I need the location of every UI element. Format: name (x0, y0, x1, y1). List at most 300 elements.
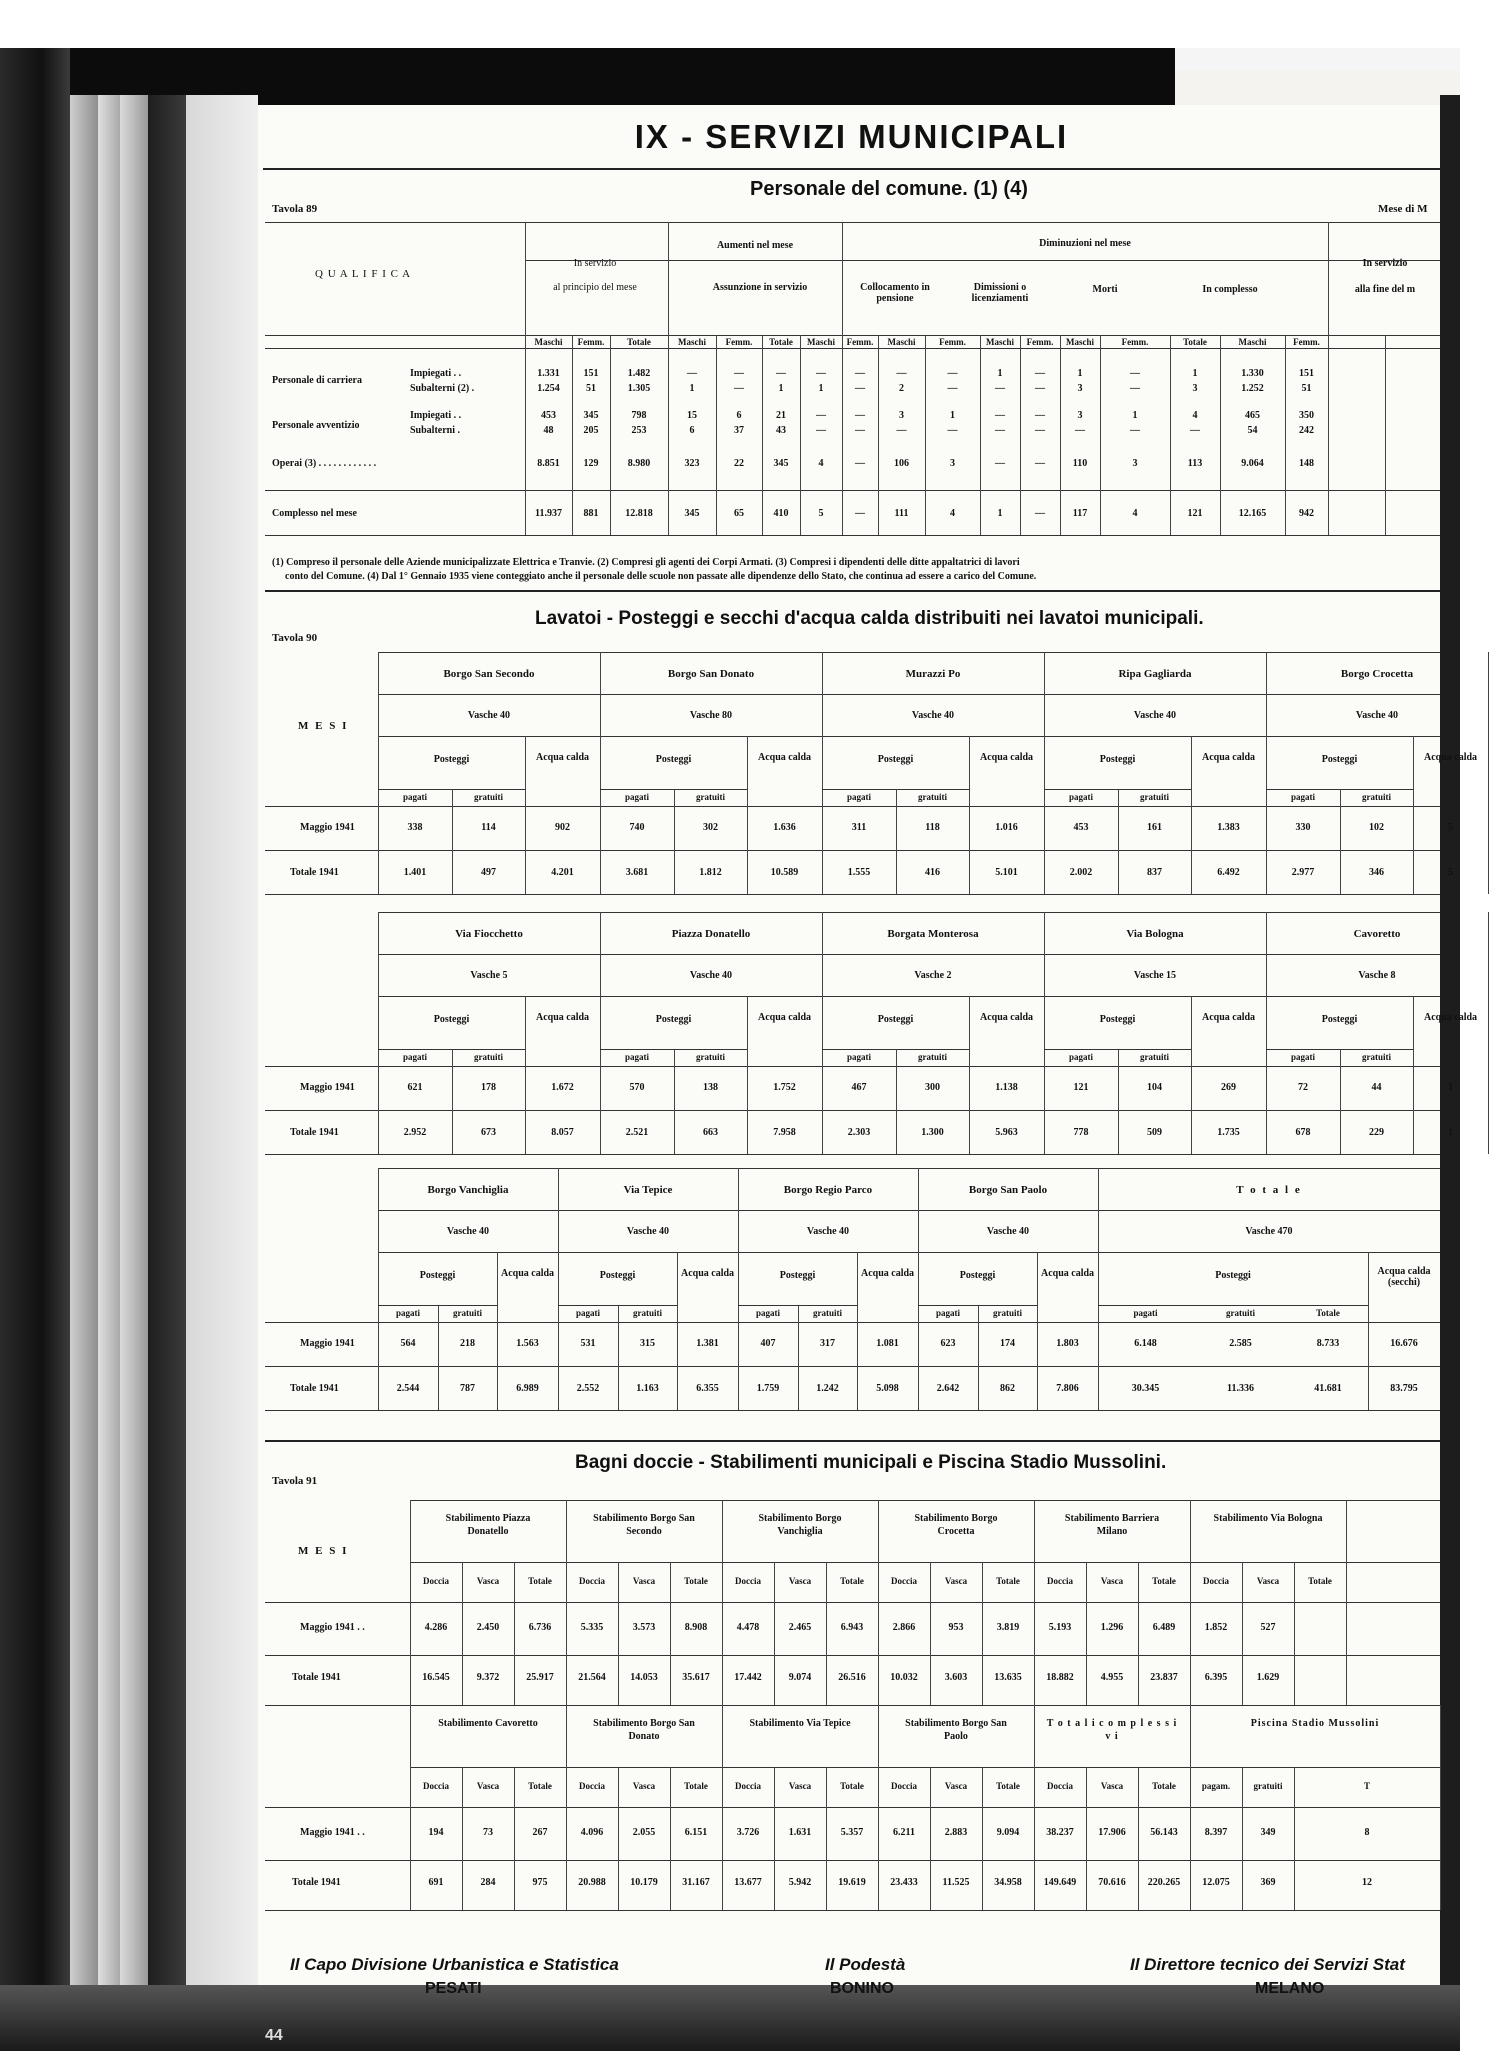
grid-line (265, 1807, 1440, 1808)
row-label: Totale 1941 (292, 1877, 341, 1888)
table-cell: — (1130, 368, 1140, 379)
grid-line (1385, 335, 1386, 535)
row-label: Maggio 1941 . . (300, 1622, 365, 1633)
acqua-header: Acqua calda (500, 1268, 555, 1279)
table-cell: 330 (1295, 822, 1311, 833)
acqua-header: Acqua calda (1201, 1012, 1256, 1023)
table-cell: 1.300 (921, 1127, 944, 1138)
signature-role: Il Podestà (825, 1955, 906, 1974)
acqua-header: Acqua calda (1040, 1268, 1095, 1279)
table-cell: 3 (1077, 383, 1083, 394)
gratuiti-header: gratuiti (1140, 1052, 1169, 1062)
lavatoio-name: Via Tepice (623, 1184, 673, 1196)
table-cell: 73 (483, 1827, 493, 1838)
pagati-header: pagati (1068, 792, 1093, 802)
table-cell: — (995, 458, 1005, 469)
stabilimento-name: Stabilimento Borgo San Secondo (593, 1513, 695, 1537)
table-cell: 1 (1448, 1082, 1453, 1093)
grid-line (378, 1168, 1440, 1169)
lavatoio-name: Borgo Regio Parco (783, 1184, 873, 1196)
table-cell: 10.179 (630, 1877, 658, 1888)
table-cell: — (855, 368, 865, 379)
table-cell: 5.193 (1048, 1622, 1072, 1633)
table-cell: 787 (460, 1383, 475, 1394)
page-number: 44 (265, 2027, 283, 2044)
table-cell: 6.736 (528, 1622, 552, 1633)
table-cell: 104 (1147, 1082, 1162, 1093)
acqua-header: Acqua calda (979, 752, 1034, 763)
table-cell: 531 (580, 1338, 596, 1349)
posteggi-header: Posteggi (959, 1270, 996, 1281)
table-cell: 1.296 (1100, 1622, 1124, 1633)
table-cell: 975 (532, 1877, 548, 1888)
table-cell: 1 (818, 383, 824, 394)
grid-line (1340, 1049, 1341, 1154)
table-cell: 345 (583, 410, 599, 421)
table-cell: 1.629 (1256, 1672, 1280, 1683)
table-cell: 17.906 (1098, 1827, 1126, 1838)
table-cell: 1.330 (1241, 368, 1264, 379)
table-cell: 44 (1371, 1082, 1382, 1093)
table-cell: 302 (703, 822, 718, 833)
table-cell: 72 (1298, 1082, 1308, 1093)
grid-line (265, 1910, 1440, 1911)
column-subheader: Totale (528, 1576, 552, 1586)
table-cell: 5 (818, 508, 824, 519)
table-cell: 48 (543, 425, 554, 436)
bottom-dark-margin (0, 1985, 1460, 2051)
table-cell: 315 (640, 1338, 655, 1349)
grid-line (265, 806, 1440, 807)
pagati-header: pagati (1290, 1052, 1315, 1062)
lavatoio-name: Borgo Vanchiglia (427, 1184, 509, 1196)
totale-header: T o t a l e (1236, 1184, 1302, 1196)
column-subheader: Maschi (807, 337, 835, 347)
column-subheader: Doccia (735, 1576, 761, 1586)
table-cell: 1 (1132, 410, 1138, 421)
table-cell: 1 (1077, 368, 1083, 379)
stabilimento-name: Stabilimento Via Bologna (1213, 1513, 1323, 1524)
table-cell: 229 (1369, 1127, 1384, 1138)
row-label: Totale 1941 (290, 867, 339, 878)
acqua-header: Acqua calda (979, 1012, 1034, 1023)
table-cell: 1.803 (1056, 1338, 1079, 1349)
table-cell: — (734, 368, 744, 379)
table-cell: 3 (950, 458, 955, 469)
acqua-header: Acqua calda (1423, 1012, 1478, 1023)
table-cell: 161 (1147, 822, 1162, 833)
table-cell: — (947, 368, 958, 379)
vasche-count: Vasche 2 (914, 970, 952, 981)
row-label: Impiegati . . (410, 410, 462, 421)
table-cell: 1.852 (1204, 1622, 1228, 1633)
table-cell: 12.818 (625, 508, 653, 519)
table-cell: 1.555 (847, 867, 871, 878)
grid-line (896, 789, 897, 894)
table-cell: 6.489 (1152, 1622, 1176, 1633)
table-cell: 4.201 (551, 867, 574, 878)
table-cell: 349 (1260, 1827, 1276, 1838)
section-title: Personale del comune. (1) (4) (750, 178, 1028, 200)
table-cell: 5 (1448, 822, 1453, 833)
table-cell: 2.303 (847, 1127, 871, 1138)
table-cell: 12.165 (1238, 508, 1267, 519)
row-label: Totale 1941 (290, 1127, 339, 1138)
grid-line (1266, 652, 1267, 894)
table-cell: 3.603 (944, 1672, 968, 1683)
table-cell: — (1075, 425, 1085, 436)
posteggi-header: Posteggi (655, 1014, 692, 1025)
table-cell: 1 (950, 410, 955, 421)
pagati-header: pagati (1068, 1052, 1093, 1062)
table-cell: 4.478 (736, 1622, 760, 1633)
pagati-header: pagati (624, 1052, 649, 1062)
posteggi-header: Posteggi (433, 1014, 470, 1025)
gratuiti-header: gratuiti (1362, 1052, 1391, 1062)
row-label: Subalterni (2) . (410, 383, 475, 394)
table-cell: 37 (734, 425, 744, 436)
table-cell: 1.735 (1217, 1127, 1240, 1138)
table-cell: 2.055 (632, 1827, 656, 1838)
page-stack (148, 95, 186, 2051)
grid-line (896, 1049, 897, 1154)
table-cell: 194 (428, 1827, 444, 1838)
table-cell: 678 (1295, 1127, 1311, 1138)
table-cell: 2.544 (396, 1383, 420, 1394)
table-cell: 4.286 (424, 1622, 448, 1633)
table-cell: 18.882 (1046, 1672, 1074, 1683)
table-cell: 102 (1369, 822, 1384, 833)
table-cell: 113 (1187, 458, 1203, 469)
table-cell: 5.335 (580, 1622, 604, 1633)
table-cell: 465 (1245, 410, 1260, 421)
table-cell: 1.138 (995, 1082, 1018, 1093)
gratuiti-header: gratuiti (993, 1308, 1022, 1318)
table-cell: — (734, 383, 744, 394)
table-cell: 1 (1192, 368, 1198, 379)
column-subheader: Doccia (891, 1781, 917, 1791)
table-cell: 3 (1077, 410, 1083, 421)
column-subheader: Maschi (534, 337, 563, 347)
table-cell: — (995, 383, 1005, 394)
grid-line (618, 1305, 619, 1410)
grid-line (410, 1562, 1440, 1563)
column-subheader: Totale (627, 337, 651, 347)
qualifica-header: Q U A L I F I C A (315, 268, 412, 280)
table-cell: 6.148 (1134, 1338, 1157, 1349)
table-cell: 1 (1448, 1127, 1453, 1138)
row-label: Totale 1941 (292, 1672, 341, 1683)
table-cell: 41.681 (1314, 1383, 1342, 1394)
posteggi-header: Posteggi (1099, 754, 1136, 765)
lavatoio-name: Borgata Monterosa (887, 928, 979, 940)
table-cell: — (1035, 368, 1045, 379)
grid-line (1340, 789, 1341, 894)
pagati-header: pagati (395, 1308, 420, 1318)
pagati-header: pagati (755, 1308, 780, 1318)
table-cell: 2.866 (892, 1622, 916, 1633)
table-cell: — (1190, 425, 1200, 436)
gratuiti-header: gratuiti (696, 1052, 725, 1062)
table-cell: 111 (894, 508, 909, 519)
table-cell: 9.074 (788, 1672, 812, 1683)
table-cell: 350 (1299, 410, 1314, 421)
table-cell: 19.619 (838, 1877, 866, 1888)
group-label: Personale avventizio (272, 420, 360, 431)
grid-line (265, 1366, 1440, 1367)
table-cell: 23.433 (890, 1877, 918, 1888)
table-cell: 269 (1221, 1082, 1236, 1093)
table-cell: 740 (629, 822, 645, 833)
table-cell: 1.759 (756, 1383, 780, 1394)
vasche-count: Vasche 15 (1133, 970, 1177, 981)
posteggi-header: Posteggi (419, 1270, 456, 1281)
table-cell: 11.937 (535, 508, 562, 519)
grid-line (1440, 1705, 1441, 1910)
page-title: IX - SERVIZI MUNICIPALI (634, 118, 1069, 155)
table-cell: 5.098 (876, 1383, 899, 1394)
table-cell: 317 (820, 1338, 835, 1349)
pagati-header: pagati (846, 1052, 871, 1062)
column-subheader: Femm. (1026, 337, 1054, 347)
table-cell: 8.057 (551, 1127, 574, 1138)
table-cell: 34.958 (994, 1877, 1022, 1888)
vasche-count: Vasche 40 (467, 710, 511, 721)
table-cell: 148 (1299, 458, 1314, 469)
table-cell: 129 (583, 458, 599, 469)
table-cell: 56.143 (1150, 1827, 1178, 1838)
stabilimento-name: T o t a l i c o m p l e s s i v i (1046, 1718, 1178, 1742)
table-cell: — (896, 425, 907, 436)
table-cell: 862 (1000, 1383, 1015, 1394)
acqua-header: Acqua calda (1201, 752, 1256, 763)
column-subheader: Femm. (1121, 337, 1149, 347)
table-cell: 1.482 (627, 368, 651, 379)
column-subheader: T (1363, 1781, 1370, 1791)
column-subheader: Doccia (579, 1781, 605, 1791)
grid-line (378, 736, 1440, 737)
pagati-header: pagati (624, 792, 649, 802)
lavatoio-name: Via Fiocchetto (455, 928, 523, 940)
signature-name: MELANO (1255, 1980, 1325, 1997)
gratuiti-header: gratuiti (1140, 792, 1169, 802)
vasche-count: Vasche 40 (1133, 710, 1177, 721)
table-cell: 51 (1301, 383, 1312, 394)
gratuiti-header: gratuiti (813, 1308, 842, 1318)
top-margin (0, 0, 1460, 48)
gratuiti-header: gratuiti (474, 1052, 503, 1062)
table-cell: 3.681 (625, 867, 649, 878)
column-subheader: Vasca (1256, 1576, 1280, 1586)
table-cell: 70.616 (1098, 1877, 1126, 1888)
acqua-header: Acqua calda (535, 1012, 590, 1023)
table-cell: 151 (583, 368, 599, 379)
table-cell: 11.336 (1227, 1383, 1254, 1394)
table-cell: 21 (776, 410, 786, 421)
column-subheader: Vasca (1100, 1781, 1124, 1791)
table-cell: 43 (776, 425, 786, 436)
vasche-count: Vasche 40 (1355, 710, 1399, 721)
section-title: Bagni doccie - Stabilimenti municipali e Piscina Stadio Mussolini. (575, 1452, 1167, 1473)
column-subheader: Totale (769, 337, 793, 347)
table-cell: 178 (481, 1082, 496, 1093)
table-cell: 3.573 (632, 1622, 656, 1633)
table-cell: — (816, 410, 826, 421)
table-cell: 1.081 (876, 1338, 899, 1349)
acqua-header: Acqua calda (757, 1012, 812, 1023)
grid-line (410, 1500, 1440, 1501)
table-cell: 1.305 (627, 383, 651, 394)
table-cell: 117 (1072, 508, 1088, 519)
posteggi-header: Posteggi (1321, 754, 1358, 765)
table-cell: 673 (481, 1127, 496, 1138)
pagati-header: pagati (935, 1308, 960, 1318)
left-dark-margin (0, 48, 70, 2051)
grid-line (265, 894, 1440, 895)
table-cell: 1.016 (995, 822, 1018, 833)
row-label: Operai (3) . . . . . . . . . . . . (272, 458, 377, 469)
column-subheader: Totale (1308, 1576, 1332, 1586)
table-cell: 121 (1073, 1082, 1089, 1093)
posteggi-header: Posteggi (877, 1014, 914, 1025)
mesi-label: M E S I (298, 1545, 349, 1557)
table-cell: 16.545 (422, 1672, 450, 1683)
gratuiti-header: gratuiti (453, 1308, 482, 1318)
pagati-header: pagati (1133, 1308, 1158, 1318)
column-subheader: Vasca (476, 1781, 500, 1791)
stabilimento-name: Stabilimento Borgo Crocetta (914, 1513, 998, 1537)
grid-line (1044, 912, 1045, 1154)
table-cell: 311 (851, 822, 867, 833)
table-cell: 2 (899, 383, 904, 394)
table-cell: 8 (1364, 1827, 1370, 1838)
table-cell: — (816, 425, 826, 436)
table-cell: 2.585 (1229, 1338, 1252, 1349)
table-cell: 151 (1299, 368, 1314, 379)
table-cell: 497 (481, 867, 496, 878)
table-cell: — (855, 410, 865, 421)
page-stack (98, 95, 120, 2051)
table-cell: 3.819 (996, 1622, 1020, 1633)
table-cell: 121 (1187, 508, 1203, 519)
column-subheader: Vasca (788, 1781, 812, 1791)
table-cell: 2.521 (625, 1127, 649, 1138)
vasche-count: Vasche 40 (986, 1226, 1030, 1237)
table-cell: 323 (684, 458, 700, 469)
table-cell: 220.265 (1147, 1877, 1181, 1888)
grid-line (1118, 789, 1119, 894)
column-subheader: Vasca (632, 1781, 656, 1791)
row-label: Subalterni . (410, 425, 461, 436)
table-cell: 1 (689, 383, 695, 394)
gratuiti-header: gratuiti (918, 1052, 947, 1062)
table-cell: 902 (555, 822, 570, 833)
lavatoio-name: Borgo San Donato (667, 668, 755, 680)
grid-line (265, 1154, 1440, 1155)
table-cell: 369 (1260, 1877, 1276, 1888)
table-cell: 453 (541, 410, 556, 421)
grid-line (1328, 335, 1329, 535)
table-cell: 138 (703, 1082, 718, 1093)
table-cell: 1.563 (516, 1338, 539, 1349)
table-cell: 1.401 (403, 867, 427, 878)
table-cell: 345 (773, 458, 789, 469)
table-cell: 25.917 (526, 1672, 554, 1683)
vasche-count: Vasche 470 (1245, 1226, 1293, 1237)
grid-line (600, 912, 601, 1154)
table-cell: 17.442 (734, 1672, 762, 1683)
stabilimento-name: Stabilimento Cavoretto (438, 1718, 538, 1729)
table-cell: 346 (1369, 867, 1384, 878)
table-cell: 1.254 (537, 383, 560, 394)
stabilimento-name: Stabilimento Barriera Milano (1064, 1513, 1160, 1537)
table-cell: 1.636 (773, 822, 796, 833)
column-subheader: Femm. (939, 337, 966, 347)
grid-line (265, 1110, 1440, 1111)
table-cell: 623 (940, 1338, 956, 1349)
vasche-count: Vasche 40 (626, 1226, 670, 1237)
table-cell: 174 (1000, 1338, 1015, 1349)
grid-line (265, 1602, 1440, 1603)
row-label: Maggio 1941 (300, 822, 355, 833)
table-cell: 22 (734, 458, 744, 469)
table-cell: 4 (1192, 410, 1198, 421)
table-cell: 407 (760, 1338, 776, 1349)
table-cell: 5.963 (995, 1127, 1018, 1138)
table-cell: 6.989 (516, 1383, 539, 1394)
posteggi-header: Posteggi (779, 1270, 816, 1281)
table-cell: 1.812 (699, 867, 722, 878)
mesi-label: M E S I (298, 720, 349, 732)
table-cell: 2.552 (576, 1383, 600, 1394)
grid-line (438, 1305, 439, 1410)
table-cell: 1.383 (1217, 822, 1240, 833)
column-subheader: Totale (1183, 337, 1207, 347)
table-cell: — (995, 410, 1005, 421)
table-cell: 467 (851, 1082, 867, 1093)
table-cell: 6.211 (893, 1827, 915, 1838)
table-cell: — (1035, 410, 1045, 421)
table-cell: 570 (629, 1082, 645, 1093)
table-cell: 1.242 (816, 1383, 839, 1394)
table-cell: 1.752 (773, 1082, 796, 1093)
lavatoio-name: Via Bologna (1126, 928, 1184, 940)
acqua-secchi-header: Acqua calda (secchi) (1377, 1266, 1431, 1288)
table-cell: 2.642 (936, 1383, 960, 1394)
table-cell: — (855, 383, 865, 394)
column-subheader: Totale (528, 1781, 552, 1791)
table-cell: 9.094 (996, 1827, 1020, 1838)
table-cell: 26.516 (838, 1672, 866, 1683)
table-cell: 8.980 (627, 458, 651, 469)
grid-line (378, 694, 1440, 695)
grid-line (265, 1322, 1440, 1323)
grid-line (452, 789, 453, 894)
column-subheader: Femm. (846, 337, 874, 347)
column-subheader: Femm. (1293, 337, 1320, 347)
table-cell: 4.955 (1100, 1672, 1124, 1683)
vasche-count: Vasche 40 (911, 710, 955, 721)
table-cell: 31.167 (682, 1877, 710, 1888)
table-cell: 12.075 (1202, 1877, 1230, 1888)
page-stack (120, 95, 148, 2051)
table-cell: 14.053 (630, 1672, 658, 1683)
table-cell: 51 (586, 383, 596, 394)
table-cell: 881 (583, 508, 599, 519)
grid-line (378, 912, 379, 1154)
table-cell: 8.733 (1316, 1338, 1340, 1349)
table-cell: — (995, 425, 1005, 436)
